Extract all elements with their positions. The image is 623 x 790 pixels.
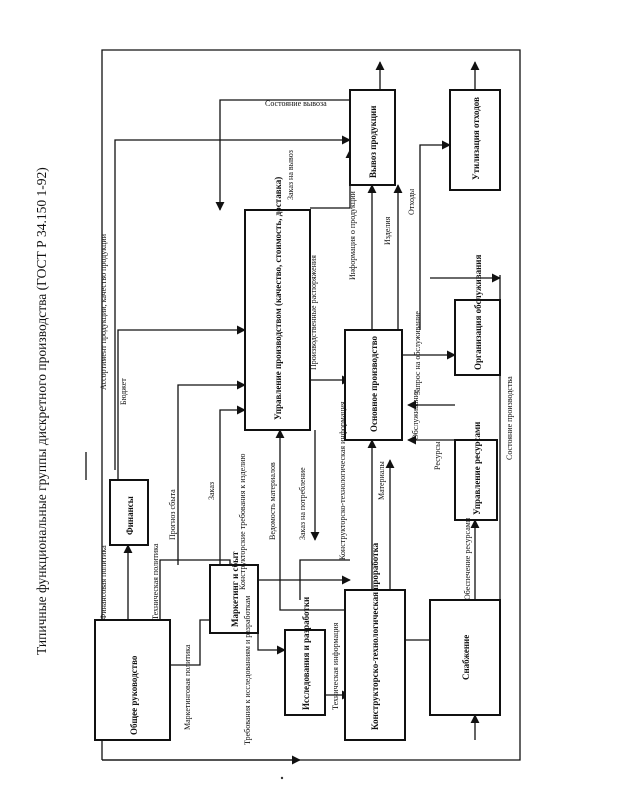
- label-product-info: Информация о продукции: [348, 191, 357, 280]
- label-research-requirements: Требования к исследованиям и разработкам: [243, 595, 252, 745]
- box-label: Общее руководство: [129, 655, 139, 735]
- label-technical-info: Техническая информация: [331, 622, 340, 710]
- box-research[interactable]: [285, 597, 325, 715]
- label-production-orders: Производственные распоряжения: [309, 255, 318, 370]
- box-supply[interactable]: [430, 600, 500, 715]
- box-resource-management[interactable]: [455, 422, 497, 520]
- label-production-status: Состояние производства: [505, 376, 514, 460]
- box-waste-disposal[interactable]: [450, 90, 500, 190]
- label-sales-forecast: Прогноз сбыта: [168, 489, 177, 540]
- box-label: Вывоз продукции: [368, 105, 378, 178]
- label-design-requirements: Конструкторские требования к изделию: [238, 453, 247, 590]
- box-production-management[interactable]: [245, 177, 310, 430]
- label-shipping-status: Состояние вывоза: [265, 99, 327, 108]
- box-label: Исследования и разработки: [301, 596, 311, 710]
- box-label: Управление ресурсами: [472, 421, 482, 515]
- box-label: Утилизация отходов: [471, 97, 481, 180]
- box-label: Финансы: [125, 496, 135, 535]
- label-design-tech-info: Конструкторско-технологическая информация: [338, 401, 347, 560]
- diagram-title: Типичные функциональные группы дискретного производства (ГОСТ Р 34.150 1-92): [34, 167, 49, 655]
- label-assortment: Ассортимент продукции, качество продукции: [99, 234, 108, 390]
- label-service-request: Запрос на обслуживание: [413, 311, 422, 395]
- label-technical-policy: Техническая политика: [151, 543, 160, 620]
- box-general-management[interactable]: [95, 620, 170, 740]
- box-label: Маркетинг и сбыт: [230, 551, 240, 627]
- label-order: Заказ: [207, 481, 216, 500]
- label-budget: Бюджет: [119, 378, 128, 405]
- box-label: Конструкторско-технологическая проработка: [370, 542, 380, 730]
- box-label: Снабжение: [461, 634, 471, 680]
- box-label: Управление производством (качество, стоимость, доставка): [273, 176, 283, 420]
- box-main-production[interactable]: [345, 330, 402, 440]
- box-label: Организация обслуживания: [473, 254, 483, 370]
- box-service-organization[interactable]: [455, 255, 500, 375]
- box-design[interactable]: [345, 542, 405, 740]
- label-products: Изделия: [383, 216, 392, 245]
- label-marketing-policy: Маркетинговая политика: [183, 644, 192, 730]
- label-resource-provision: Обеспечение ресурсами: [463, 517, 472, 600]
- box-label: Основное производство: [369, 335, 379, 432]
- label-financial-policy: Финансовая политика: [99, 545, 108, 620]
- label-waste: Отходы: [407, 188, 416, 215]
- label-service: Обслуживание: [411, 389, 420, 440]
- scan-dot: [281, 777, 283, 779]
- box-product-shipping[interactable]: [350, 90, 395, 185]
- label-shipping-order: Заказ на вывоз: [286, 150, 295, 200]
- label-consumption-order: Заказ на потребление: [298, 467, 307, 540]
- label-resources: Ресурсы: [433, 441, 442, 470]
- box-finance[interactable]: [110, 480, 148, 545]
- label-materials: Материалы: [377, 461, 386, 500]
- label-bill-of-materials: Ведомость материалов: [268, 462, 277, 540]
